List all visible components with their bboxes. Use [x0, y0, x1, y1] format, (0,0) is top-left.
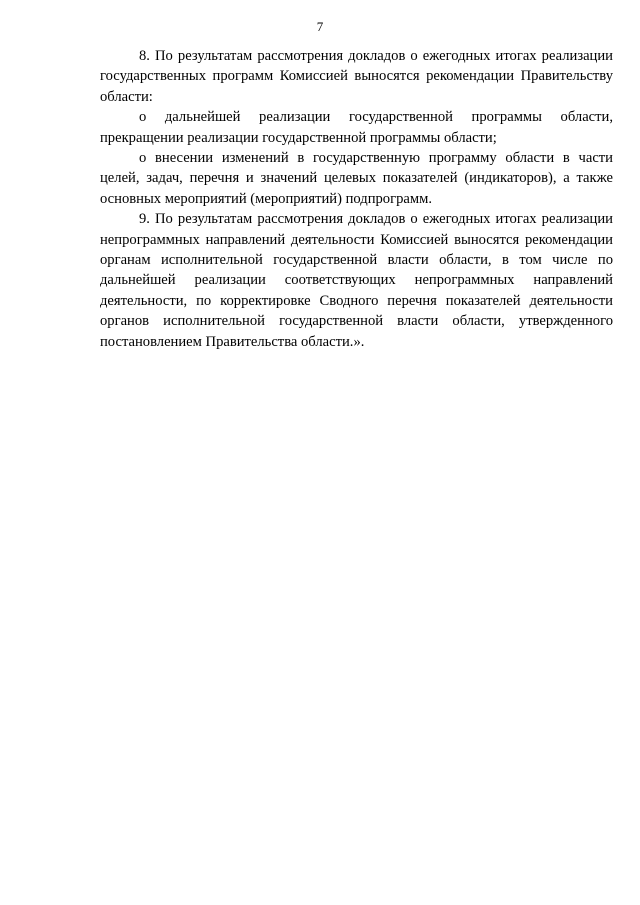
paragraph-item-9: 9. По результатам рассмотрения докладов о ежегодных итогах реализации непрограммных направлений деятельности Комиссией выносятся рекомендации органам исполнительной государственной власти области, в том числе по дальнейшей реализации соответствующих непрограммных направлений деятельности, по корректировке Сводного перечня показателей деятельности органов исполнительной государственной власти области, утвержденного постановлением Правительства области.». — [100, 211, 613, 350]
document-body — [100, 46, 613, 352]
page-number: 7 — [316, 19, 324, 34]
paragraph-subitem-continue-program: о дальнейшей реализации государственной программы области, прекращении реализации государственной программы области; — [100, 109, 613, 146]
paragraph-subitem-amend-program: о внесении изменений в государственную программу области в части целей, задач, перечня и значений целевых показателей (индикаторов), а также основных мероприятий (мероприятий) подпрограмм. — [100, 150, 613, 207]
paragraph-item-8: 8. По результатам рассмотрения докладов о ежегодных итогах реализации государственных программ Комиссией выносятся рекомендации Правительству области: — [100, 48, 613, 105]
